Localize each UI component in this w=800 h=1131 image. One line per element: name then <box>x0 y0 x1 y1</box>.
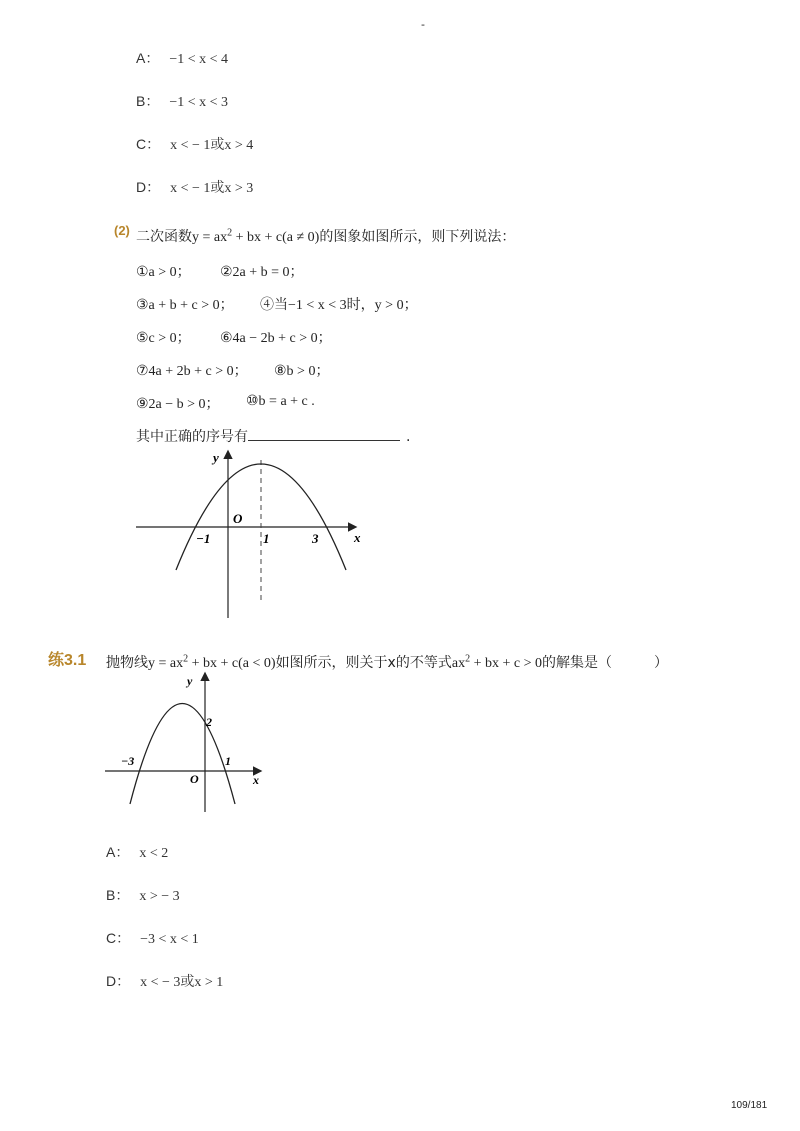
ex31-option-d[interactable] <box>106 971 223 991</box>
q2-stem <box>136 226 515 246</box>
option-text: x < − 1或x > 4 <box>170 138 254 153</box>
statement: ⑤c > 0； <box>136 331 191 346</box>
y-axis-label: y <box>187 674 193 688</box>
statement: ⑨2a − b > 0； <box>136 397 220 412</box>
ex31-parabola-graph <box>100 670 270 815</box>
option-label: C： <box>106 930 131 946</box>
tick-label: 3 <box>312 531 319 546</box>
option-text: x > − 3 <box>139 889 180 904</box>
statement: ④当−1 < x < 3时，y > 0； <box>260 298 418 313</box>
stem-formula: $y = ax^2$ + bx + c(a ≠ 0) <box>192 227 320 245</box>
tick-label: −3 <box>121 754 135 768</box>
stem-suffix: 的解集是（ ） <box>541 655 668 671</box>
option-label: D： <box>136 179 161 195</box>
ex31-option-c[interactable] <box>106 928 199 948</box>
q2-parabola-graph <box>130 448 370 623</box>
option-text: x < − 3或x > 1 <box>140 975 224 990</box>
ex31-option-b[interactable] <box>106 885 180 905</box>
q1-option-c[interactable] <box>136 134 253 154</box>
stem-prefix: 二次函数 <box>136 229 192 245</box>
answer-blank[interactable] <box>248 427 400 441</box>
tick-label: 2 <box>206 715 212 729</box>
option-label: D： <box>106 973 131 989</box>
stem-inequality: $ax^2$ + bx + c > 0 <box>451 653 542 671</box>
option-text: −3 < x < 1 <box>140 932 199 947</box>
x-axis-label: x <box>253 773 259 787</box>
ex31-option-a[interactable] <box>106 842 168 862</box>
option-label: C： <box>136 136 161 152</box>
ex31-stem <box>106 652 668 672</box>
stem-prefix: 抛物线 <box>106 655 148 671</box>
question-number: (2) <box>114 223 130 238</box>
statement: ⑩b = a + c . <box>246 394 315 409</box>
answer-line <box>136 426 410 446</box>
statement: ②2a + b = 0； <box>220 265 304 280</box>
statement: ⑥4a − 2b + c > 0； <box>220 331 332 346</box>
tick-label: 1 <box>225 754 231 768</box>
option-text: −1 < x < 4 <box>169 52 229 67</box>
answer-prompt: 其中正确的序号有 <box>136 429 248 445</box>
stem-suffix: 的图象如图所示，则下列说法： <box>319 229 516 245</box>
statement: ③a + b + c > 0； <box>136 298 234 313</box>
x-axis-label: x <box>354 530 361 545</box>
parabola-curve <box>130 704 235 805</box>
q1-option-a[interactable] <box>136 48 228 68</box>
answer-end: . <box>406 429 411 445</box>
stem-formula: $y = ax^2$ + bx + c(a < 0) <box>148 653 276 671</box>
page-number: 109/181 <box>731 1100 768 1111</box>
option-text: x < 2 <box>139 846 169 861</box>
option-label: A： <box>136 50 160 66</box>
q1-option-d[interactable] <box>136 177 253 197</box>
tick-label: −1 <box>196 531 211 546</box>
statement: ⑦4a + 2b + c > 0； <box>136 364 248 379</box>
option-text: x < − 1或x > 3 <box>170 181 254 196</box>
option-label: B： <box>136 93 160 109</box>
q1-option-b[interactable] <box>136 91 228 111</box>
option-label: A： <box>106 844 130 860</box>
statement: ①a > 0； <box>136 265 191 280</box>
option-text: −1 < x < 3 <box>169 95 229 110</box>
y-axis-label: y <box>213 450 219 465</box>
origin-label: O <box>190 772 199 786</box>
stem-mid: 如图所示，则关于x的不等式 <box>275 655 452 671</box>
header-mark: - <box>421 18 425 31</box>
statement: ⑧b > 0； <box>274 364 330 379</box>
option-label: B： <box>106 887 130 903</box>
origin-label: O <box>233 511 243 526</box>
tick-label: 1 <box>263 531 270 546</box>
exercise-title: 练3.1 <box>48 652 87 669</box>
